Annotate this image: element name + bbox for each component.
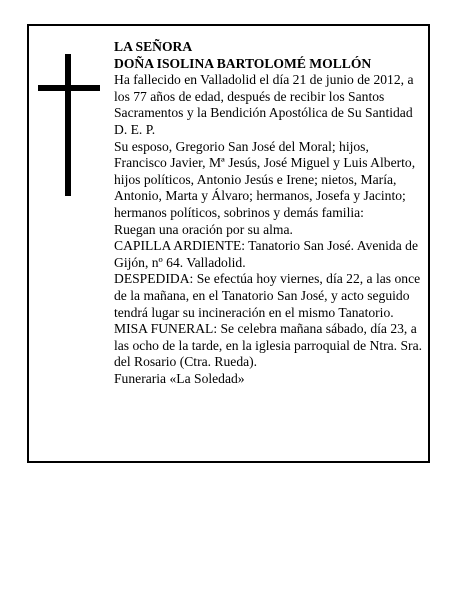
cross-vertical-bar bbox=[65, 54, 71, 196]
prayer-request: Ruegan una oración por su alma. bbox=[114, 221, 293, 237]
cross-horizontal-bar bbox=[38, 85, 100, 91]
family-list: Su esposo, Gregorio San José del Moral; hijos, Francisco Javier, Mª Jesús, José Miguel y Luis Alberto, hijos políticos, Antonio Jesús e Irene; nietos, María, Antonio, Marta y Álvaro; hermanos, Josefa y Jacinto; hermanos políticos, sobrinos y demás familia: bbox=[114, 138, 416, 220]
death-statement: Ha fallecido en Valladolid el día 21 de junio de 2012, a los 77 años de edad, después de recibir los Santos Sacramentos y la Bendición Apostólica de Su Santidad D. E. P. bbox=[114, 72, 414, 137]
funeral-home: Funeraria «La Soledad» bbox=[114, 370, 245, 386]
deceased-name: DOÑA ISOLINA BARTOLOMÉ MOLLÓN bbox=[114, 55, 372, 71]
obituary-text bbox=[114, 39, 424, 387]
farewell-info: DESPEDIDA: Se efectúa hoy viernes, día 22, a las once de la mañana, en el Tanatorio San José, y acto seguido tendrá lugar su incineración en el mismo Tanatorio. bbox=[114, 271, 421, 320]
cross-icon bbox=[38, 54, 100, 196]
honorific: LA SEÑORA bbox=[114, 39, 193, 54]
chapel-info: CAPILLA ARDIENTE: Tanatorio San José. Avenida de Gijón, nº 64. Valladolid. bbox=[114, 238, 418, 270]
funeral-mass-info: MISA FUNERAL: Se celebra mañana sábado, día 23, a las ocho de la tarde, en la iglesia parroquial de Ntra. Sra. del Rosario (Ctra. Rueda). bbox=[114, 321, 423, 370]
